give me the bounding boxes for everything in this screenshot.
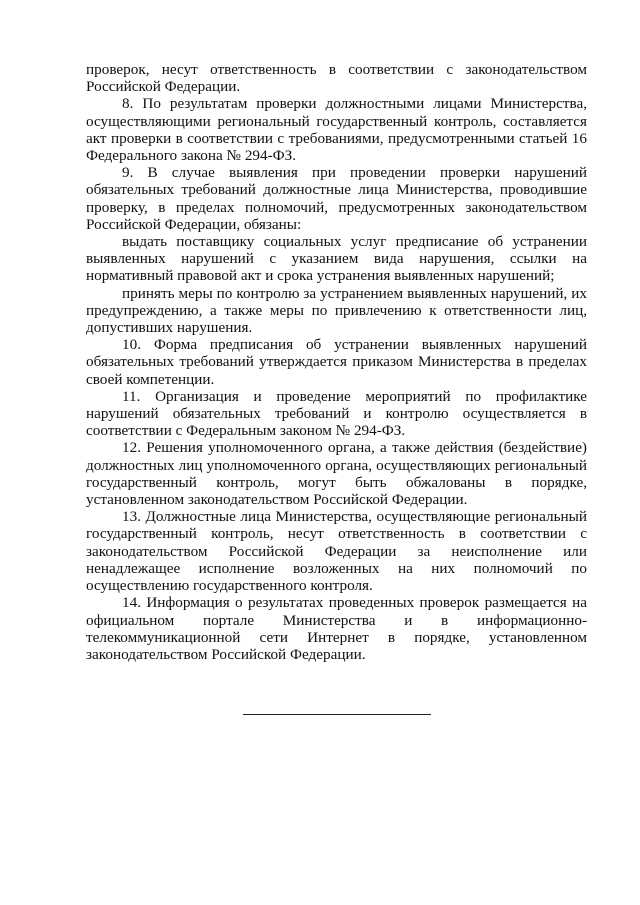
paragraph-continuation: проверок, несут ответственность в соответствии с законодательством Российской Федерации. (86, 61, 587, 96)
paragraph-14-publication: 14. Информация о результатах проведенных проверок размещается на официальном портале Министерства и в информационно-телекоммуникационной сети Интернет в порядке, установленном законодательством Российской Федерации. (86, 594, 587, 663)
paragraph-13-liability: 13. Должностные лица Министерства, осуществляющие региональный государственный контроль, несут ответственность в соответствии с законодательством Российской Федерации за неисполнение или ненадлежащее исполнение возложенных на них полномочий по осуществлению государственного контроля. (86, 508, 587, 595)
end-of-document-rule (243, 714, 431, 715)
document-body (86, 61, 587, 663)
paragraph-11-prevention: 11. Организация и проведение мероприятий по профилактике нарушений обязательных требований и контролю осуществляется в соответствии с Федеральным законом № 294-ФЗ. (86, 387, 587, 440)
paragraph-8-inspection-act: 8. По результатам проверки должностными лицами Министерства, осуществляющими региональный государственный контроль, составляется акт проверки в соответствии с требованиями, предусмотренными статьей 16 Федерального закона № 294-ФЗ. (86, 95, 587, 165)
paragraph-10-order-form: 10. Форма предписания об устранении выявленных нарушений обязательных требований утверждается приказом Министерства в пределах своей компетенции. (86, 336, 587, 388)
paragraph-9-take-measures: принять меры по контролю за устранением выявленных нарушений, их предупреждению, а также меры по привлечению к ответственности лиц, допустивших нарушения. (86, 284, 587, 337)
paragraph-12-appeal: 12. Решения уполномоченного органа, а также действия (бездействие) должностных лиц уполномоченного органа, осуществляющих региональный государственный контроль, могут быть обжалованы в порядке, установленном законодательством Российской Федерации. (86, 439, 587, 509)
paragraph-9-violations-found: 9. В случае выявления при проведении проверки нарушений обязательных требований должностные лица Министерства, проводившие проверку, в пределах полномочий, предусмотренных законодательством Российской Федерации, обязаны: (86, 164, 587, 233)
paragraph-9-issue-order: выдать поставщику социальных услуг предписание об устранении выявленных нарушений с указанием вида нарушения, ссылки на нормативный правовой акт и срока устранения выявленных нарушений; (86, 233, 587, 285)
